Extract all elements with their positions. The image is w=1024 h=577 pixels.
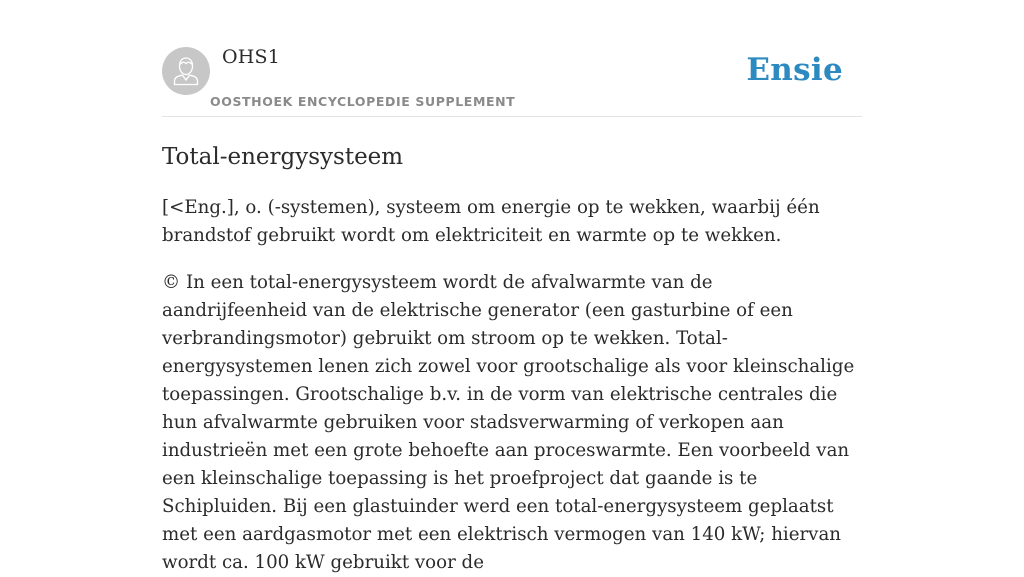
user-placeholder-icon — [162, 47, 210, 95]
source-code[interactable]: OHS1 — [222, 46, 281, 68]
entry-body: © In een total-energysysteem wordt de afvalwarmte van de aandrijfeenheid van de elektrische generator (een gasturbine of een verbrandingsmotor) gebruikt om stroom op te wekken. Total-energysystemen lenen zich zowel voor grootschalige als voor kleinschalige toepassingen. Grootschalige b.v. in de vorm van elektrische centrales die hun afvalwarmte gebruiken voor stadsverwarming of verkopen aan industrieën met een grote behoefte aan proceswarmte. Een voorbeeld van een kleinschalige toepassing is het proefproject dat gaande is te Schipluiden. Bij een glastuinder werd een total-energysysteem geplaatst met een aardgasmotor met een elektrisch vermogen van 140 kW; hiervan wordt ca. 100 kW gebruikt voor de — [162, 272, 855, 573]
entry-card — [162, 0, 862, 573]
source-name[interactable]: OOSTHOEK ENCYCLOPEDIE SUPPLEMENT — [210, 94, 516, 109]
entry-definition: [<Eng.], o. (-systemen), systeem om energie op te wekken, waarbij één brandstof gebruikt wordt om elektriciteit en warmte op te wekken. — [162, 197, 820, 246]
entry-title: Total-energysysteem — [162, 144, 404, 170]
entry-header — [162, 0, 862, 117]
ensie-logo[interactable]: Ensie — [746, 52, 843, 88]
avatar[interactable] — [162, 47, 210, 95]
